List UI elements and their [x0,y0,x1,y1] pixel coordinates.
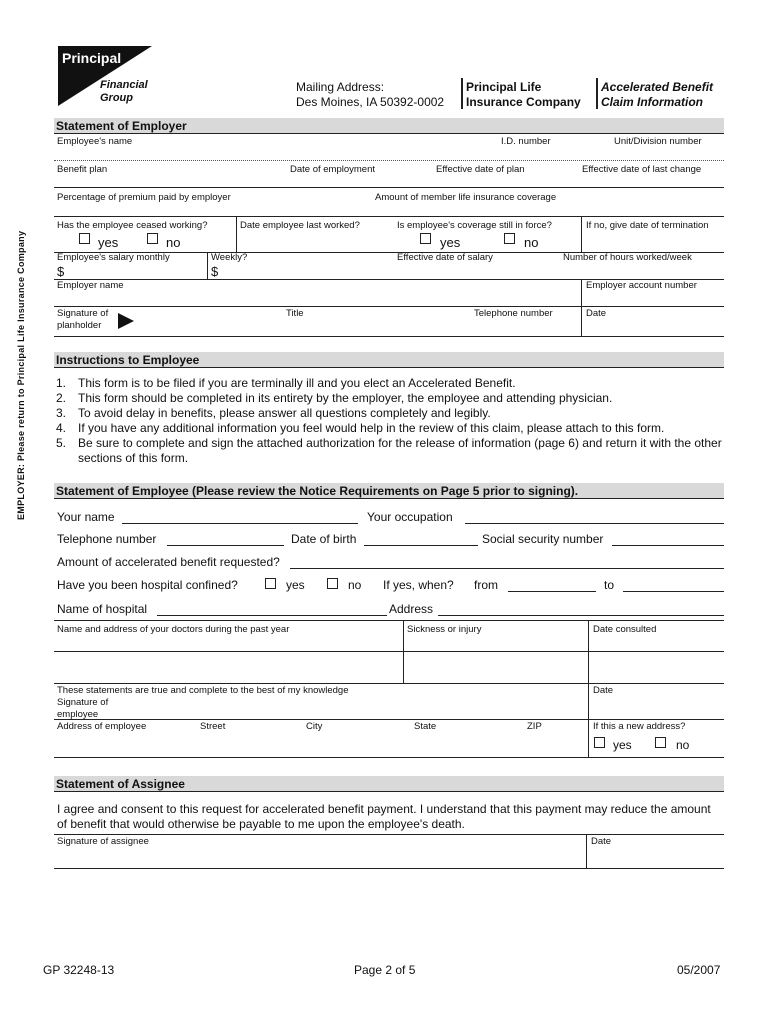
ssn-field[interactable] [612,545,724,546]
employee-section-header [54,483,724,499]
company-line2: Insurance Company [466,95,581,109]
termination-date-label: If no, give date of termination [586,220,709,231]
effective-plan-label: Effective date of plan [436,164,525,175]
instruction-item: 5. Be sure to complete and sign the attached authorization for the release of information (page 6) and return it with the other sections of this form. [56,436,722,465]
telephone-field[interactable] [167,545,284,546]
effective-change-label: Effective date of last change [582,164,702,175]
coverage-in-force-label: Is employee's coverage still in force? [397,220,552,231]
hospital-name-label: Name of hospital [57,602,148,616]
form-title1: Accelerated Benefit [601,80,714,94]
footer-date: 05/2007 [677,963,721,977]
unit-division-label: Unit/Division number [614,136,702,147]
instructions-section-header [54,352,724,368]
mailing-city: Des Moines, IA 50392-0002 [296,95,445,109]
principal-logo [58,46,152,106]
telephone-label: Telephone number [474,308,553,319]
ceased-working-label: Has the employee ceased working? [57,220,208,231]
page-number: Page 2 of 5 [354,963,416,977]
new-address-yes-label: yes [613,738,632,752]
from-date-field[interactable] [508,591,596,592]
benefit-plan-label: Benefit plan [57,164,108,175]
statements-true-label: These statements are true and complete to the best of my knowledge [57,685,349,696]
new-address-label: If this a new address? [593,721,686,732]
logo-text: Principal [62,50,122,66]
employer-section-title: Statement of Employer [56,119,187,133]
date-last-worked-label: Date employee last worked? [240,220,360,231]
ceased-working-no-checkbox[interactable] [147,233,158,244]
salary-monthly-label: Employee's salary monthly [57,252,170,263]
state-label: State [414,721,437,732]
planholder-label: planholder [57,320,102,331]
hospital-address-field[interactable] [438,615,724,616]
to-label: to [604,578,615,592]
new-address-no-checkbox[interactable] [655,737,666,748]
consent-line1: I agree and consent to this request for accelerated benefit payment. I understand that this payment may reduce the amount [57,802,711,816]
id-number-label: I.D. number [501,136,551,147]
hospital-no-checkbox[interactable] [327,578,338,589]
your-name-label: Your name [57,510,115,524]
doctors-label: Name and address of your doctors during the past year [57,624,290,635]
employer-name-label: Employer name [57,280,124,291]
city-label: City [306,721,323,732]
zip-label: ZIP [527,721,542,732]
signature-of-label: Signature of [57,308,109,319]
title-label: Title [286,308,304,319]
employee-date-label: Date [593,685,614,696]
ssn-label: Social security number [482,532,604,546]
sickness-label: Sickness or injury [407,624,482,635]
effective-salary-label: Effective date of salary [397,252,493,263]
hospital-name-field[interactable] [157,615,387,616]
form-number: GP 32248-13 [43,963,115,977]
coverage-force-yes-checkbox[interactable] [420,233,431,244]
instruction-item: 4. If you have any additional information you feel would help in the review of this claim, please attach to this form. [56,421,665,435]
company-line1: Principal Life [466,80,542,94]
street-label: Street [200,721,226,732]
pct-premium-label: Percentage of premium paid by employer [57,192,231,203]
hospital-no-label: no [348,578,362,592]
telephone-label: Telephone number [57,532,157,546]
coverage-no-label: no [524,235,539,250]
assignee-section-header [54,776,724,792]
amount-requested-field[interactable] [290,568,724,569]
if-yes-when-label: If yes, when? [383,578,454,592]
ceased-yes-label: yes [98,235,119,250]
date-consulted-label: Date consulted [593,624,657,635]
hours-week-label: Number of hours worked/week [563,252,692,263]
weekly-label: Weekly? [211,252,248,263]
your-name-field[interactable] [122,523,358,524]
header-divider [461,78,463,109]
instruction-item: 1. This form is to be filed if you are terminally ill and you elect an Accelerated Benefit. [56,376,516,390]
ceased-no-label: no [166,235,181,250]
amount-requested-label: Amount of accelerated benefit requested? [57,555,280,569]
assignee-signature-label: Signature of assignee [57,836,149,847]
monthly-dollar: $ [57,264,65,279]
employee-word-label: employee [57,709,99,720]
employee-name-label: Employee's name [57,136,133,147]
new-address-no-label: no [676,738,690,752]
dob-field[interactable] [364,545,478,546]
hospital-yes-label: yes [286,578,305,592]
your-occupation-field[interactable] [465,523,724,524]
to-date-field[interactable] [623,591,724,592]
address-of-employee-label: Address of employee [57,721,147,732]
signature-of-employee-label: Signature of [57,697,109,708]
date-label: Date [586,308,607,319]
form-title2: Claim Information [601,95,704,109]
employee-section-title: Statement of Employee (Please review the Notice Requirements on Page 5 prior to signing). [56,484,579,498]
employer-section-header [54,118,724,134]
hospital-confined-label: Have you been hospital confined? [57,578,238,592]
address-label: Address [389,602,434,616]
ceased-working-yes-checkbox[interactable] [79,233,90,244]
coverage-force-no-checkbox[interactable] [504,233,515,244]
your-occupation-label: Your occupation [367,510,453,524]
instruction-item: 3. To avoid delay in benefits, please answer all questions completely and legibly. [56,406,491,420]
consent-line2: of benefit that would otherwise be payable to me upon the employee's death. [57,817,465,831]
instructions-list [56,376,726,466]
logo-sub2: Group [100,92,133,104]
employer-account-label: Employer account number [586,280,697,291]
from-label: from [474,578,498,592]
dob-label: Date of birth [291,532,357,546]
header-divider [596,78,598,109]
coverage-yes-label: yes [440,235,461,250]
amount-coverage-label: Amount of member life insurance coverage [375,192,557,203]
date-employment-label: Date of employment [290,164,376,175]
logo-sub1: Financial [100,79,148,91]
side-instruction: EMPLOYER: Please return to Principal Life Insurance Company [16,230,26,520]
assignee-section-title: Statement of Assignee [56,777,185,791]
instructions-section-title: Instructions to Employee [56,353,200,367]
mailing-label: Mailing Address: [296,80,385,94]
weekly-dollar: $ [211,264,219,279]
instruction-item: 2. This form should be completed in its entirety by the employer, the employee and attending physician. [56,391,613,405]
sign-here-arrow-icon [118,313,134,329]
hospital-yes-checkbox[interactable] [265,578,276,589]
new-address-yes-checkbox[interactable] [594,737,605,748]
assignee-date-label: Date [591,836,612,847]
